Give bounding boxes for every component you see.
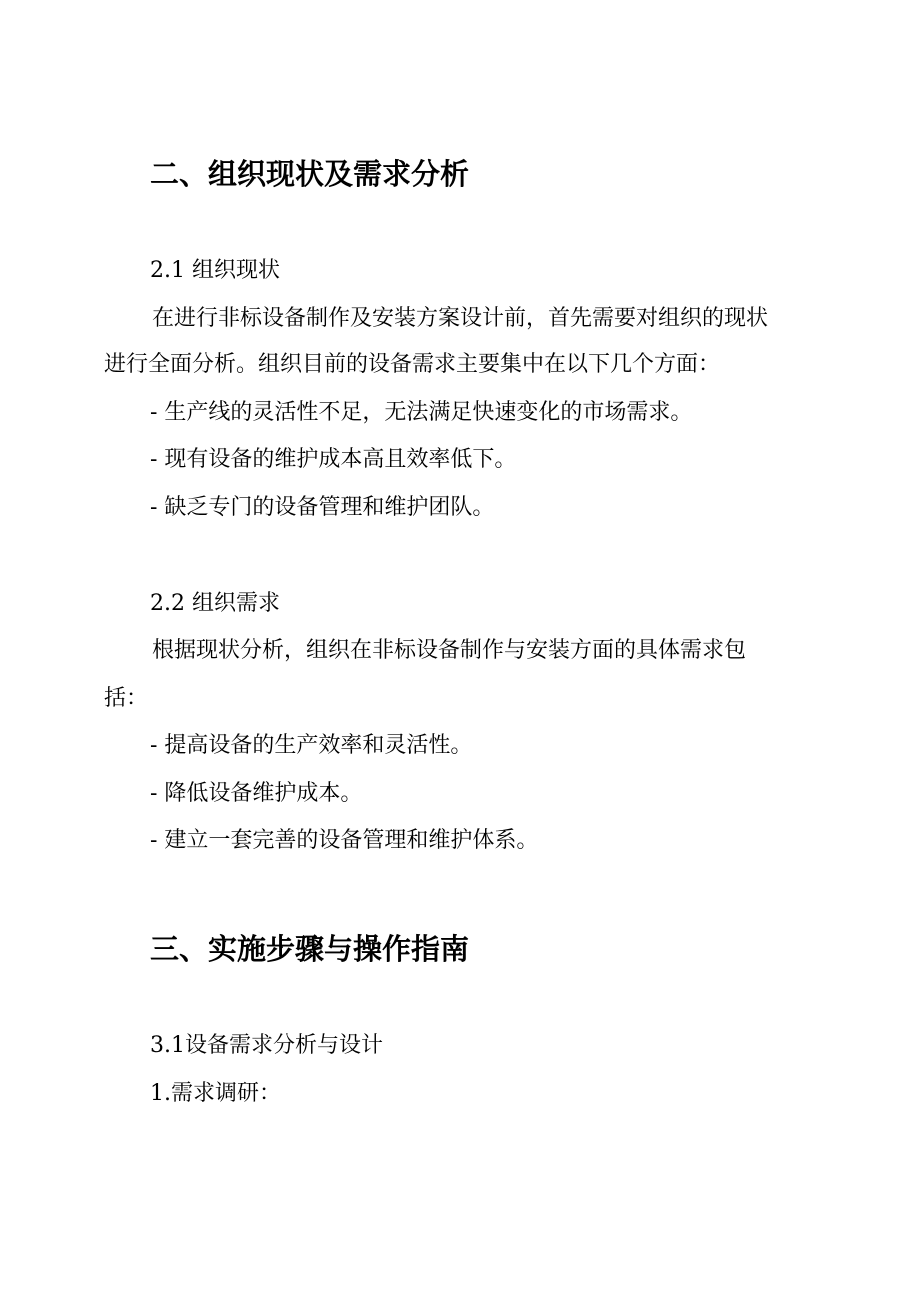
bullet-2-1-2: - 现有设备的维护成本高且效率低下。: [150, 447, 517, 472]
paragraph-2-1-line-2: 进行全面分析。组织目前的设备需求主要集中在以下几个方面：: [104, 352, 721, 377]
subsection-2-2-title: 2.2 组织需求: [150, 591, 280, 616]
bullet-2-1-1: - 生产线的灵活性不足，无法满足快速变化的市场需求。: [150, 400, 693, 425]
bullet-2-2-3: - 建立一套完善的设备管理和维护体系。: [150, 828, 539, 853]
section-2-heading: 二、组织现状及需求分析: [150, 157, 470, 191]
bullet-2-2-1: - 提高设备的生产效率和灵活性。: [150, 733, 473, 758]
numbered-item-1: 1.需求调研：: [150, 1081, 281, 1106]
subsection-3-1-title: 3.1设备需求分析与设计: [150, 1033, 383, 1058]
bullet-2-2-2: - 降低设备维护成本。: [150, 781, 363, 806]
subsection-2-1-title: 2.1 组织现状: [150, 258, 280, 283]
paragraph-2-2-line-2: 括：: [104, 686, 149, 711]
section-3-heading: 三、实施步骤与操作指南: [150, 932, 470, 966]
paragraph-2-2-line-1: 根据现状分析，组织在非标设备制作与安装方面的具体需求包: [152, 638, 747, 663]
paragraph-2-1-line-1: 在进行非标设备制作及安装方案设计前，首先需要对组织的现状: [152, 306, 769, 331]
bullet-2-1-3: - 缺乏专门的设备管理和维护团队。: [150, 495, 495, 520]
